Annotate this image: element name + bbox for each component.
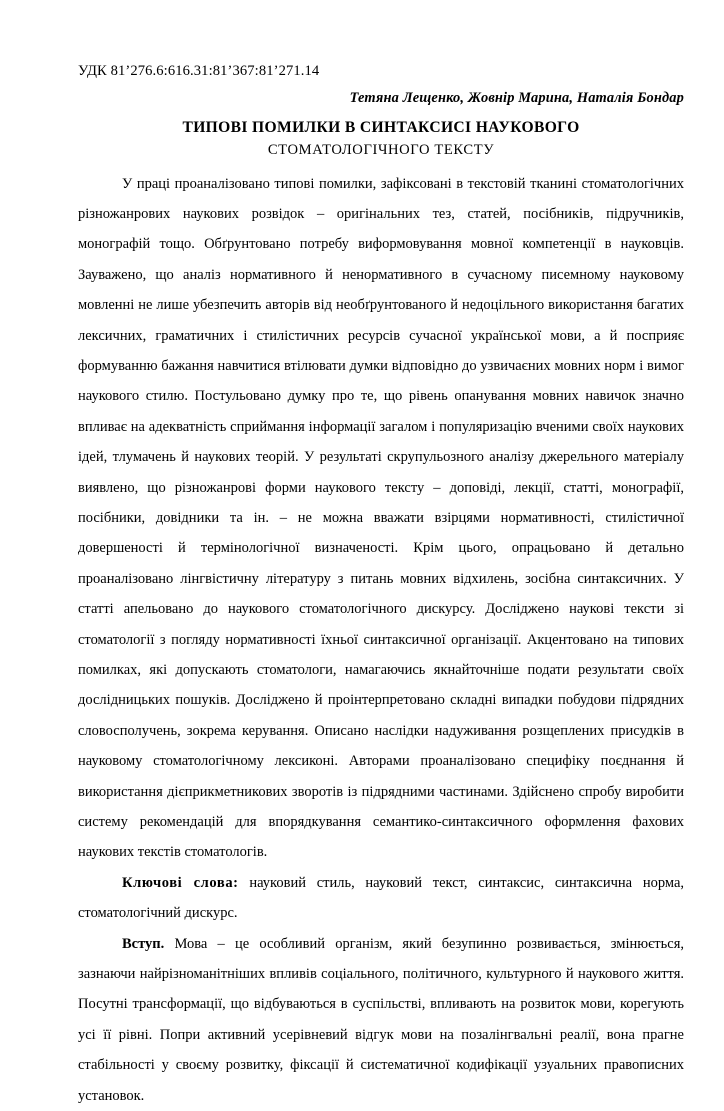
abstract-paragraph: У праці проаналізовано типові помилки, зафіксовані в текстовій тканині стоматологічних різножанрових наукових розвідок – оригінальних тез, статей, посібників, підручників, монографій тощо. Обґрунтовано потребу виформовування мовної компетенції в науковців. Зауважено, що аналіз нормативного й ненормативного в сучасному писемному науковому мовленні не лише убезпечить авторів від необґрунтованого й недоцільного використання багатих лексичних, граматичних і стилістичних ресурсів сучасної української мови, а й посприяє формуванню бажання навчитися втілювати думки відповідно до узвичаєних мовних норм і вимог наукового стилю. Постульовано думку про те, що рівень опанування мовних навичок значно впливає на адекватність сприймання інформації загалом і популяризацію вченими своїх наукових ідей, тлумачень й наукових теорій. У результаті скрупульозного аналізу джерельного матеріалу виявлено, що різножанрові форми наукового тексту – доповіді, лекції, статті, монографії, посібники, довідники та ін. – не можна вважати взірцями нормативності, стилістичної довершеності й термінологічної визначеності. Крім цього, опрацьовано й детально проаналізовано лінгвістичну літературу з питань мовних відхилень, зосібна синтаксичних. У статті апельовано до наукового стоматологічного дискурсу. Досліджено наукові тексти зі стоматології з погляду нормативності їхньої синтаксичної організації. Акцентовано на типових помилках, які допускають стоматологи, намагаючись якнайточніше подати результати своїх дослідницьких пошуків. Досліджено й проінтерпретовано складні випадки побудови підрядних словосполучень, зокрема керування. Описано наслідки надуживання розщеплених присудків в науковому стоматологічному лексиконі. Авторами проаналізовано специфіку поєднання й використання дієприкметникових зворотів із підрядними частинами. Здійснено спробу виробити систему рекомендацій для впорядкування семантико-синтаксичного оформлення фахових наукових текстів стоматологів. bbox=[78, 175, 684, 861]
title-line-secondary: СТОМАТОЛОГІЧНОГО ТЕКСТУ bbox=[267, 141, 495, 158]
keywords-label: Ключові слова: bbox=[122, 874, 239, 891]
keywords-paragraph bbox=[78, 868, 684, 929]
page-content bbox=[78, 62, 684, 1111]
udc-code: УДК 81’276.6:616.31:81’367:81’271.14 bbox=[78, 63, 320, 79]
introduction-text: Мова – це особливий організм, який безупинно розвивається, змінюється, зазнаючи найрізноманітніших впливів соціального, політичного, культурного й наукового життя. Посутні трансформації, що відбуваються в суспільстві, впливають на розвиток мови, корегують усі її рівні. Попри активний усерівневий відгук мови на позалінгвальні реалії, вона прагне стабільності у своєму розвитку, фіксації й систематичної кодифікації узуальних правописних установок. bbox=[78, 935, 684, 1104]
title-line-primary: ТИПОВІ ПОМИЛКИ В СИНТАКСИСІ НАУКОВОГО bbox=[182, 119, 580, 137]
keywords-values: науковий стиль, науковий текст, синтаксис, синтаксична норма, стоматологічний дискурс. bbox=[78, 874, 684, 922]
article-title bbox=[78, 116, 684, 161]
introduction-paragraph bbox=[78, 929, 684, 1111]
author-list: Тетяна Лещенко, Жовнір Марина, Наталія Бондар bbox=[349, 90, 684, 107]
introduction-label: Вступ. bbox=[122, 935, 165, 952]
